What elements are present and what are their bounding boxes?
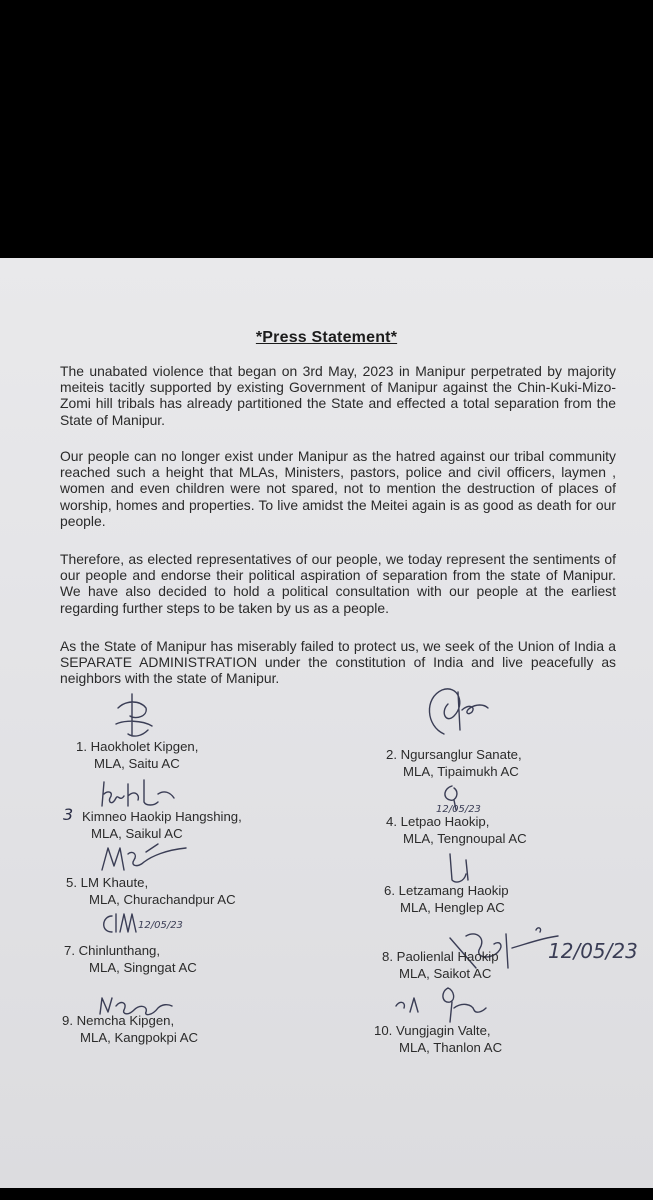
signature-mark-6 [444,850,474,886]
signature-mark-1 [108,690,158,742]
signatory-name: 7. Chinlunthang, [64,943,161,958]
signatory-name: 5. LM Khaute, [66,875,149,890]
signatory-name: 10. Vungjagin Valte, [374,1023,491,1038]
paragraph-4: As the State of Manipur has miserably failed to protect us, we seek of the Union of India a SEPARATE ADMINISTRATION under the constitution of India and live peacefully as neighbors with the state of Manipur. [60,638,616,687]
signatory-role: MLA, Tipaimukh AC [403,764,519,779]
signatory-1 [76,738,198,772]
signatory-role: MLA, Kangpokpi AC [80,1030,199,1045]
signatory-role: MLA, Singngat AC [89,960,197,975]
signatory-6 [384,882,509,916]
signatory-3 [82,808,242,842]
document-title: *Press Statement* [255,329,398,346]
signatory-role: MLA, Saikot AC [399,966,492,981]
signatory-role: MLA, Saikul AC [91,826,183,841]
signatory-name: 9. Nemcha Kipgen, [62,1013,175,1028]
date-annotation-8: 12/05/23 [548,939,638,963]
signatory-name: 8. Paolienlal Haokip [382,949,499,964]
paragraph-2: Our people can no longer exist under Manipur as the hatred against our tribal community reached such a height that MLAs, Ministers, pastors, police and civil officers, laymen , women and even children were not spared, not to mention the destruction of places of worship, homes and properties. To live amidst the Meitei again is as good as death for our people. [60,448,616,529]
paragraph-3: Therefore, as elected representatives of our people, we today represent the sentiments of our people and endorse their political aspiration of separation from the state of Manipur. We have also decided to hold a political consultation with our people at the earliest regarding further steps to be taken by us as a people. [60,551,616,616]
signatory-7 [64,942,197,976]
signature-mark-2 [414,682,494,754]
signature-mark-4 [434,780,514,816]
signatory-10 [374,1022,502,1056]
signatory-role: MLA, Henglep AC [400,900,505,915]
signatory-role: MLA, Churachandpur AC [89,892,236,907]
signatory-9 [62,1012,198,1046]
date-annotation-7: 12/05/23 [138,920,183,931]
signatory-name: 2. Ngursanglur Sanate, [386,747,522,762]
signatory-8 [382,948,499,982]
signatory-5 [66,874,236,908]
bottom-bar [0,1188,653,1200]
signatory-name: 6. Letzamang Haokip [384,883,509,898]
signatory-role: MLA, Tengnoupal AC [403,831,527,846]
signature-mark-7 [98,908,198,940]
signatory-4 [386,813,527,847]
paragraph-1: The unabated violence that began on 3rd May, 2023 in Manipur perpetrated by majority meiteis tacitly supported by existing Government of Manipur against the Chin-Kuki-Mizo-Zomi hill tribals has already partitioned the State and effected a total separation from the State of Manipur. [60,363,616,428]
signatory-role: MLA, Thanlon AC [399,1040,503,1055]
signatory-name: 1. Haokholet Kipgen, [76,739,199,754]
signature-mark-5 [98,840,190,876]
signatory-name: 4. Letpao Haokip, [386,814,490,829]
signatory-name: Kimneo Haokip Hangshing, [82,809,242,824]
signatory-2 [386,746,522,780]
date-annotation-4: 12/05/23 [436,804,481,815]
press-statement-page [0,258,653,1188]
handwritten-number-3: 3 [63,805,74,824]
signatory-role: MLA, Saitu AC [94,756,180,771]
